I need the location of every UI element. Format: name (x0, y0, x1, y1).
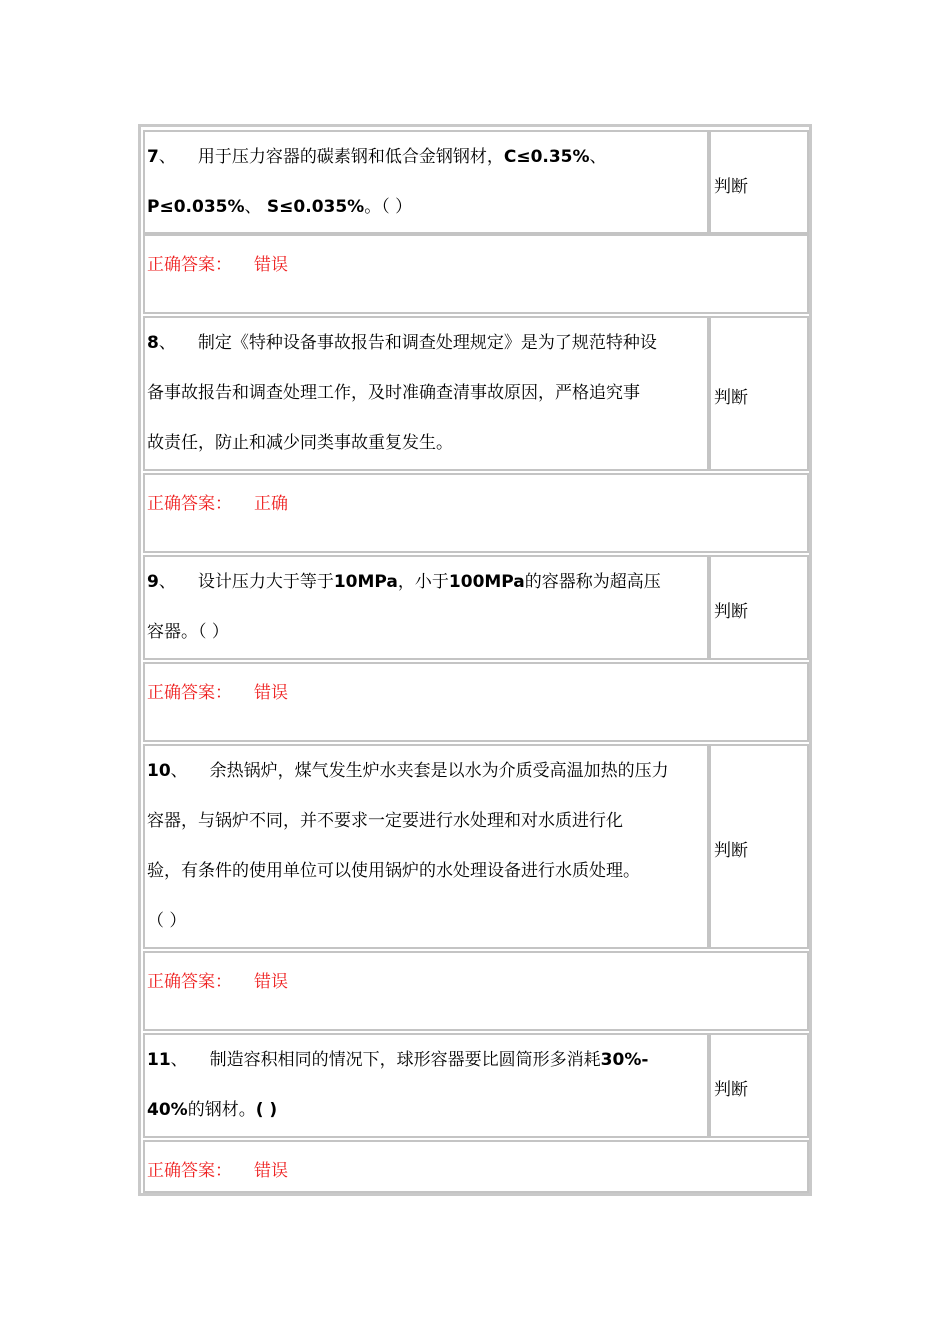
question-type: 判断 (714, 841, 748, 861)
question-number: 11 (147, 1050, 171, 1070)
question-text: 9、 设计压力大于等于10MPa，小于100MPa的容器称为超高压 容器。（ ） (147, 572, 661, 642)
quiz-table (138, 124, 812, 1196)
question-cell (143, 744, 709, 949)
correct-answer: 正确答案： 错误 (147, 683, 288, 703)
question-number: 7 (147, 147, 159, 167)
question-cell (143, 555, 709, 660)
answer-cell (143, 473, 809, 553)
question-type-cell (709, 744, 809, 949)
answer-cell (143, 662, 809, 742)
question-type-cell (709, 1033, 809, 1138)
answer-cell (143, 951, 809, 1031)
question-cell (143, 1033, 709, 1138)
question-type-cell (709, 316, 809, 471)
question-text: 10、 余热锅炉，煤气发生炉水夹套是以水为介质受高温加热的压力 容器，与锅炉不同，并不要求一定要进行水处理和对水质进行化 验，有条件的使用单位可以使用锅炉的水处理设备进行水质处理。 （ ） (147, 761, 669, 931)
question-type-cell (709, 130, 809, 234)
correct-answer: 正确答案： 错误 (147, 972, 288, 992)
question-type: 判断 (714, 388, 748, 408)
question-type-cell (709, 555, 809, 660)
question-type: 判断 (714, 1080, 748, 1100)
question-text: 8、 制定《特种设备事故报告和调查处理规定》是为了规范特种设 备事故报告和调查处理工作，及时准确查清事故原因，严格追究事 故责任，防止和减少同类事故重复发生。 (147, 333, 657, 453)
question-type: 判断 (714, 177, 748, 197)
question-text: 7、 用于压力容器的碳素钢和低合金钢钢材，C≤0.35%、 P≤0.035%、 S≤0.035%。（ ） (147, 147, 607, 217)
question-cell (143, 130, 709, 234)
question-number: 10 (147, 761, 171, 781)
question-type: 判断 (714, 602, 748, 622)
correct-answer: 正确答案： 错误 (147, 1161, 288, 1181)
answer-cell (143, 1140, 809, 1193)
question-text: 11、 制造容积相同的情况下，球形容器要比圆筒形多消耗30%- 40%的钢材。( ) (147, 1050, 649, 1120)
answer-cell (143, 234, 809, 314)
question-number: 8 (147, 333, 159, 353)
question-cell (143, 316, 709, 471)
correct-answer: 正确答案： 错误 (147, 255, 288, 275)
question-number: 9 (147, 572, 159, 592)
correct-answer: 正确答案： 正确 (147, 494, 288, 514)
